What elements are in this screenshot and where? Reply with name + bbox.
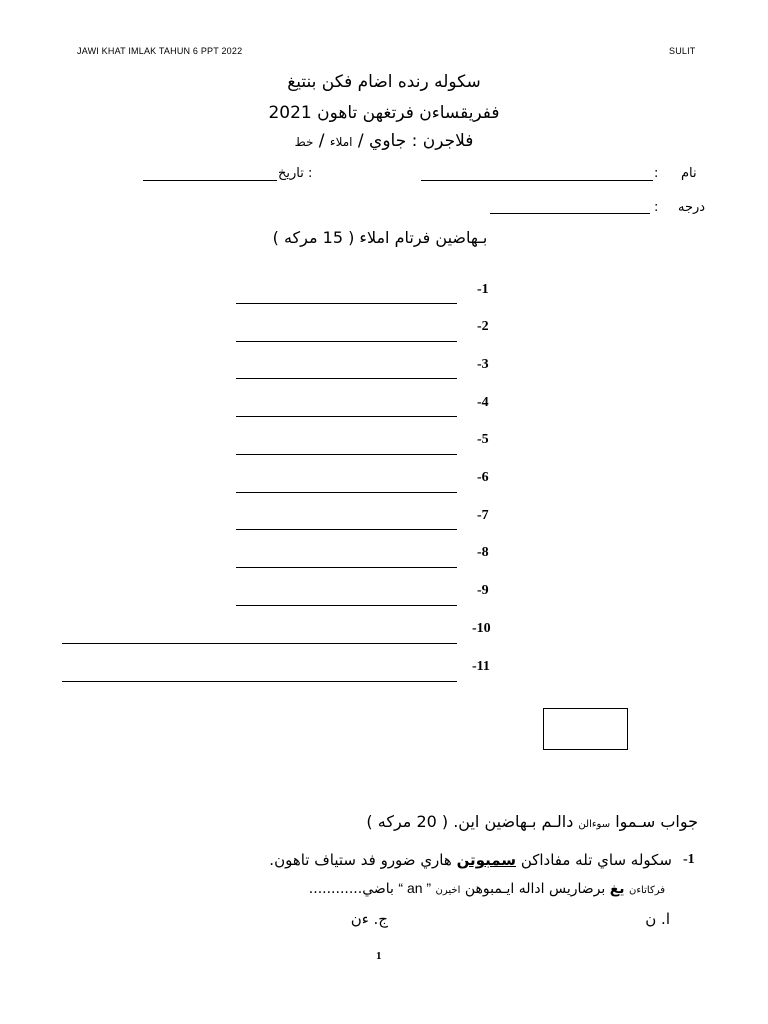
page-number: 1 <box>376 950 382 962</box>
item-number: -4 <box>477 395 489 410</box>
item-number: -6 <box>477 470 489 485</box>
item-number: -11 <box>472 659 490 674</box>
subject-prefix: فلاجرن : جاوي / <box>357 131 474 151</box>
answer-line[interactable] <box>236 303 457 304</box>
option-a[interactable]: ا. ن <box>645 910 670 928</box>
q1-line2-end: باضي............ <box>308 881 394 897</box>
subject-imla: املاء <box>329 135 353 149</box>
item-number: -3 <box>477 357 489 372</box>
section-b-heading-small: سوءالن <box>578 819 611 830</box>
answer-line[interactable] <box>236 529 457 530</box>
q1-number: -1 <box>683 852 695 867</box>
item-number: -8 <box>477 545 489 560</box>
q1-line1 <box>269 851 672 869</box>
item-number: -5 <box>477 432 489 447</box>
answer-line[interactable] <box>236 378 457 379</box>
name-colon: : <box>654 166 659 181</box>
name-label: نام <box>681 166 697 181</box>
answer-line[interactable] <box>62 681 457 682</box>
header-left: JAWI KHAT IMLAK TAHUN 6 PPT 2022 <box>77 46 243 56</box>
q1-line1-underlined: سمبوتن <box>456 851 517 869</box>
answer-line[interactable] <box>236 416 457 417</box>
answer-line[interactable] <box>236 605 457 606</box>
subject-title <box>0 131 768 151</box>
item-number: -7 <box>477 508 489 523</box>
q1-line2-small2: اخيرن <box>435 885 461 896</box>
q1-line2-bold: يغ <box>609 881 625 897</box>
subject-khat: خط <box>294 135 314 149</box>
item-number: -2 <box>477 319 489 334</box>
q1-line2-small1: فرکاتاءن <box>629 885 665 896</box>
q1-line2-mid: برضاريس اداله ايـمبوهن <box>464 881 606 897</box>
item-number: -1 <box>477 282 489 297</box>
option-c[interactable]: ج. ءن <box>350 910 388 928</box>
date-field[interactable] <box>143 180 277 181</box>
item-number: -10 <box>472 621 491 636</box>
item-number: -9 <box>477 583 489 598</box>
answer-line[interactable] <box>236 454 457 455</box>
section-b-heading-end: دالـم بـهاضين اين. ( 20 مرکه ) <box>366 812 574 831</box>
answer-line[interactable] <box>236 341 457 342</box>
q1-line2-quote: ” an “ <box>398 880 432 896</box>
header-right: SULIT <box>669 46 696 56</box>
q1-line1-end: هاري ضورو فد ستياف تاهون. <box>269 851 452 869</box>
date-label: تاريخ : <box>278 166 313 181</box>
class-label: درجه <box>678 200 706 215</box>
name-field[interactable] <box>421 180 653 181</box>
subject-separator: / <box>318 131 325 151</box>
section-b-heading <box>366 812 698 831</box>
section-b-heading-start: جواب سـموا <box>615 812 698 831</box>
exam-title: ففريقساءن فرتغهن تاهون 2021 <box>268 103 500 123</box>
q1-line1-start: سکوله ساي تله مفاداکن <box>520 851 672 869</box>
class-colon: : <box>654 200 659 215</box>
answer-line[interactable] <box>236 492 457 493</box>
school-title: سکوله رنده اضام فکن بنتيغ <box>287 72 481 92</box>
answer-line[interactable] <box>62 643 457 644</box>
answer-line[interactable] <box>236 567 457 568</box>
section-a-heading: بـهاضين فرتام املاء ( 15 مرکه ) <box>272 228 488 247</box>
score-box[interactable] <box>543 708 628 750</box>
class-field[interactable] <box>490 213 650 214</box>
q1-line2 <box>309 880 665 897</box>
